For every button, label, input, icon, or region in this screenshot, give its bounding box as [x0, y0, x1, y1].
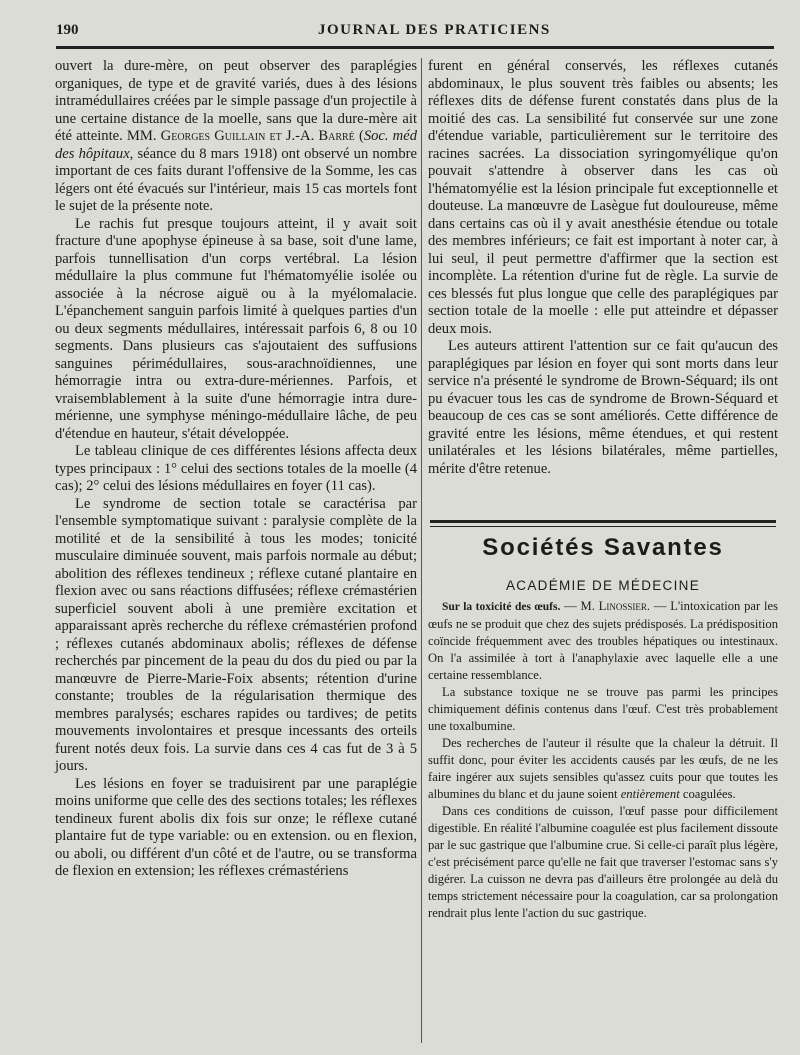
text-run: coagulées. — [679, 787, 736, 801]
left-paragraph-4: Le syndrome de section totale se caractérisa par l'ensemble symptomatique suivant : paralysie complète de la motilité et de la sensibilité à tous les modes; tonicité musculaire diminuée souvent, mais parfois normale au début; abolition des réflexes tendineux ; réflexe cutané plantaire en flexion avec ou sans réactions diffusées; réflexe crémastérien superficiel souvent aboli à une première excitation et apparaissant après recherche du réflexe crémastérien profond ; réflexes cutanés abdominaux abolis; réflexes de défense recherchés par pincement de la peau du dos du pied ou par la manœuvre de Pierre-Marie-Foix absents; rétention d'urine constante; troubles de la régularisation thermique des membres paralysés; eschares rapides ou tardives; de petits mouvements involontaires et presque incessants des orteils furent notés deux fois. La survie dans ces 4 cas fut de 3 à 5 jours. — [55, 495, 417, 774]
text-run: L'intoxication par les œufs ne se produit que chez des sujets prédisposés. La prédisposition coïncide fréquemment avec des troubles hépatiques ou intestinaux. On l'a assimilée à tort à l'anaphylaxie avec laquelle elle a une certaine ressemblance. — [428, 599, 778, 682]
right-paragraph-1: furent en général conservés, les réflexes cutanés abdominaux, le plus souvent très faibles ou absents; les réflexes dits de défense furent constatés dans plus de la moitié des cas. La sensibilité fut conservée sur une zone d'étendue variable, particulièrement sur le territoire des racines sacrées. La dissociation syringomyélique qu'on pouvait s'attendre à observer dans les cas où l'hématomyélie est la lésion principale fut exceptionnelle et douteuse. La manœuvre de Lasègue fut douloureuse, même dans certains cas où il y avait anesthésie étendue ou totale des membres inférieurs; ce fait est important à noter car, à lui seul, il peut permettre d'affirmer que la section est incomplète. La rétention d'urine fut de règle. La survie de ces blessés fut plus longue que celle des paraplégiques par section totale de la moelle : elle put atteindre et dépasser deux mois. — [428, 58, 778, 337]
page-number: 190 — [56, 22, 79, 38]
right-paragraph-2: Les auteurs attirent l'attention sur ce fait qu'aucun des paraplégiques par lésion en foyer qui sont morts dans leur service n'a présenté le syndrome de Brown-Séquard; ils ont pu évacuer tous les cas de syndrome de Brown-Séquard et beaucoup de ces cas se sont améliorés. Cette différence de gravité entre les lésions, même étendues, et qui restent unilatérales et les lésions bilatérales, même partielles, mérite d'être retenue. — [428, 338, 778, 477]
section-rule-thick — [430, 520, 776, 523]
text-run: — M. — [560, 599, 599, 613]
societes-paragraph-4: Dans ces conditions de cuisson, l'œuf passe pour difficilement digestible. En réalité l'albumine coagulée est plus facilement dissoute par le suc gastrique que l'albumine crue. Si celle-ci paraît plus légère, c'est précisément parce qu'elle ne fait que traverser l'estomac sans s'y digérer. La cuisson ne devra pas d'ailleurs être prolongée au delà du temps strictement nécessaire pour la coagulation, car sa prolongation rendrait plus lente l'action du suc gastrique. — [428, 804, 778, 920]
authors-names: Georges Guillain et J.-A. Barré — [160, 128, 355, 144]
source-citation: Soc. méd des hôpitaux — [55, 128, 417, 162]
societes-paragraph-1 — [428, 598, 778, 684]
text-run: , séance du 8 mars 1918) ont observé un nombre important de ces faits durant l'offensive de la Somme, les cas légers ont été évacués sur l'intérieur, mais 15 cas mortels font le sujet de la présente note. — [55, 145, 417, 214]
left-paragraph-1: ouvert la dure-mère, on peut observer des paraplégies organiques, de type et de gravité variés, dues à des lésions intramédullaires créées par le simple passage d'un projectile à une certaine distance de la moelle, sans que la dure-mère ait été atteinte. MM. Georges Guillain et J.-A. Barré (Soc. méd des hôpitaux, séance du 8 mars 1918) ont observé un nombre important de ces faits durant l'offensive de la Somme, les cas légers ont été évacués sur l'intérieur, mais 15 cas mortels font le sujet de la présente note. — [55, 58, 417, 214]
societes-paragraph-2: La substance toxique ne se trouve pas parmi les principes chimiquement définis contenus dans l'œuf. C'est très probablement une toxalbumine. — [428, 685, 778, 733]
text-run: Des recherches de l'auteur il résulte que la chaleur la détruit. Il suffit donc, pour éviter les accidents causés par les œufs, de ne les faire ingérer aux sujets sensibles qu'assez cuits pour que toutes les albumines du blanc et du jaune soient — [428, 736, 778, 801]
section-rule-thin — [430, 526, 776, 527]
societes-paragraph-3 — [428, 735, 778, 803]
section-heading: Sociétés Savantes — [482, 534, 724, 561]
societes-column — [428, 598, 778, 922]
text-run: ouvert la dure-mère, on peut observer des paraplégies organiques, de type et de gravité variés, dues à des lésions intramédullaires créées par le simple passage d'un projectile à une certaine distance de la moelle, sans que la dure-mère ait été atteinte. MM. — [55, 58, 417, 144]
academy-heading: ACADÉMIE DE MÉDECINE — [505, 578, 701, 593]
text-run: . — — [646, 599, 671, 613]
left-paragraph-5: Les lésions en foyer se traduisirent par une paraplégie moins uniforme que celle des des sections totales; les réflexes tendineux furent abolis dix fois sur onze; le réflexe cutané plantaire fut de type variable: ou en extension. ou en flexion, ou aboli, ou différent d'un côté et de l'autre, ou se transforma de flexion en extension; les réflexes crémastériens — [55, 775, 417, 879]
header-rule — [56, 46, 774, 49]
left-column — [55, 58, 417, 881]
page-header — [56, 22, 774, 44]
rubric-title: Sur la toxicité des œufs. — [442, 601, 561, 613]
journal-title: JOURNAL DES PRATICIENS — [318, 22, 551, 38]
left-paragraph-2: Le rachis fut presque toujours atteint, il y avait soit fracture d'une apophyse épineuse à sa base, soit d'une lame, parfois tunnellisation d'un corps vertébral. La lésion médullaire la plus commune fut l'hématomyélie isolée ou associée à la nécrose aiguë ou à la myélomalacie. L'épanchement sanguin parfois limité à quelques parties d'un ou deux segments médullaires, intéressait parfois 6, 8 ou 10 segments. Dans plusieurs cas s'ajoutaient des suffusions sanguines périmédullaires, sous-arachnoïdiennes, une hémorragie intra ou extra-dure-mériennes. Parfois, et vraisemblablement à la suite d'une hémorragie intra dure-mérienne, une symphyse méningo-médullaire lâche, de peu d'étendue en hauteur, s'était développée. — [55, 215, 417, 442]
right-column-top — [428, 58, 778, 478]
column-divider — [421, 58, 422, 1043]
emphasis: entièrement — [620, 787, 680, 801]
rubric-author: Linossier — [598, 599, 647, 613]
left-paragraph-3: Le tableau clinique de ces différentes lésions affecta deux types principaux : 1° celui des sections totales de la moelle (4 cas); 2° celui des lésions médullaires en foyer (11 cas). — [55, 443, 417, 494]
